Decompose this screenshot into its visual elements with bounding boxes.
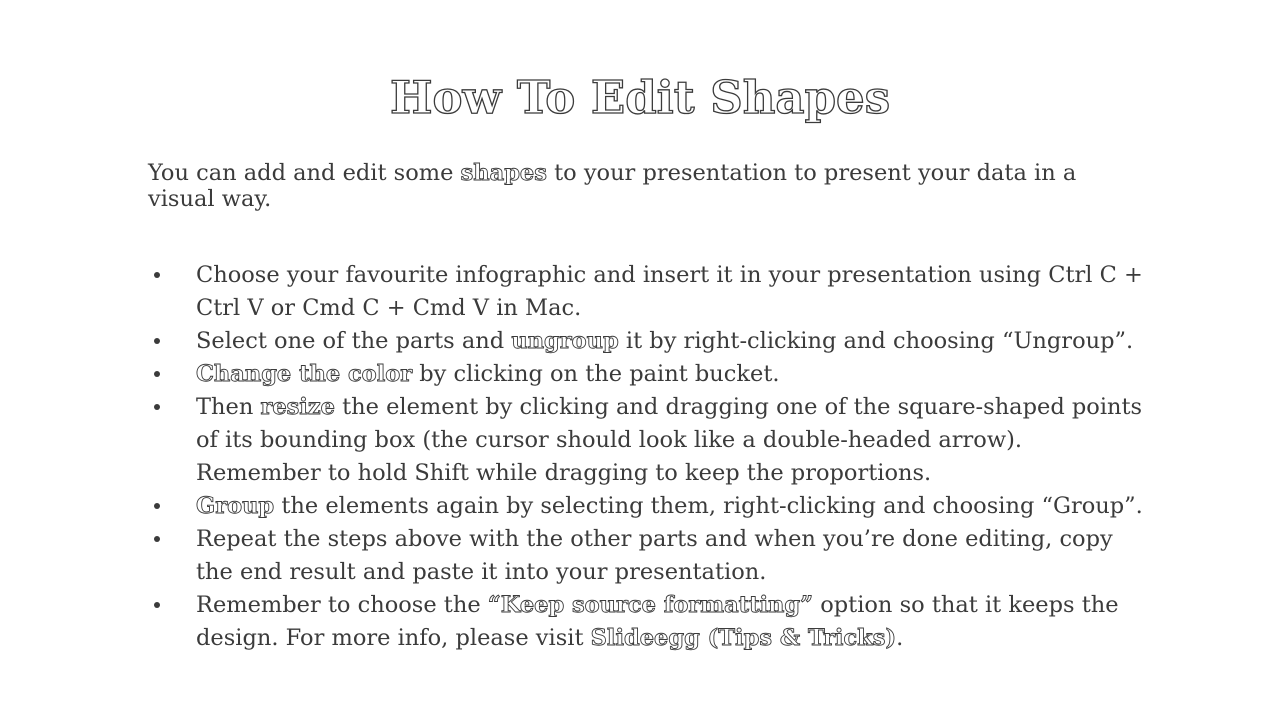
step-emphasis: Change the color (196, 361, 413, 387)
step-text: Repeat the steps above with the other parts and when you’re done editing, copy the end result and paste it into your presentation. (196, 526, 1113, 585)
intro-text-before: You can add and edit some (148, 160, 461, 186)
step-text: Choose your favourite infographic and insert it in your presentation using Ctrl C + Ctrl V or Cmd C + Cmd V in Mac. (196, 262, 1143, 321)
step-text: the element by clicking and dragging one of the square-shaped points of its bounding box (the cursor should look like a double-headed arrow). Remember to hold Shift while dragging to keep the proportions. (196, 394, 1143, 486)
steps-list (148, 259, 1148, 655)
step-text: Remember to choose the (196, 592, 488, 618)
bullet-icon (154, 536, 160, 542)
tips-and-tricks-link[interactable]: Slideegg (Tips & Tricks) (590, 625, 897, 651)
list-item (148, 325, 1148, 358)
step-text: Then (196, 394, 261, 420)
step-text: the elements again by selecting them, right-clicking and choosing “Group”. (274, 493, 1143, 519)
list-item (148, 358, 1148, 391)
step-text: it by right-clicking and choosing “Ungroup”. (618, 328, 1134, 354)
intro-text-after: to your presentation to present your data in a visual way. (148, 160, 1077, 212)
step-text: Select one of the parts and (196, 328, 512, 354)
step-text: option so that it keeps the design. For more info, please visit (196, 592, 1119, 651)
list-item (148, 589, 1148, 655)
list-item (148, 259, 1148, 325)
bullet-icon (154, 371, 160, 377)
list-item (148, 523, 1148, 589)
bullet-icon (154, 602, 160, 608)
list-item (148, 490, 1148, 523)
shapes-link[interactable]: shapes (460, 160, 547, 186)
step-text: . (896, 625, 904, 651)
bullet-icon (154, 503, 160, 509)
bullet-icon (154, 338, 160, 344)
page-title: How To Edit Shapes (389, 71, 891, 124)
step-emphasis: “Keep source formatting” (487, 592, 814, 618)
step-emphasis: resize (260, 394, 335, 420)
list-item (148, 391, 1148, 490)
step-emphasis: Group (196, 493, 275, 519)
bullet-icon (154, 272, 160, 278)
bullet-icon (154, 404, 160, 410)
step-text: by clicking on the paint bucket. (412, 361, 780, 387)
intro-paragraph (148, 160, 1138, 212)
step-emphasis: ungroup (511, 328, 619, 354)
